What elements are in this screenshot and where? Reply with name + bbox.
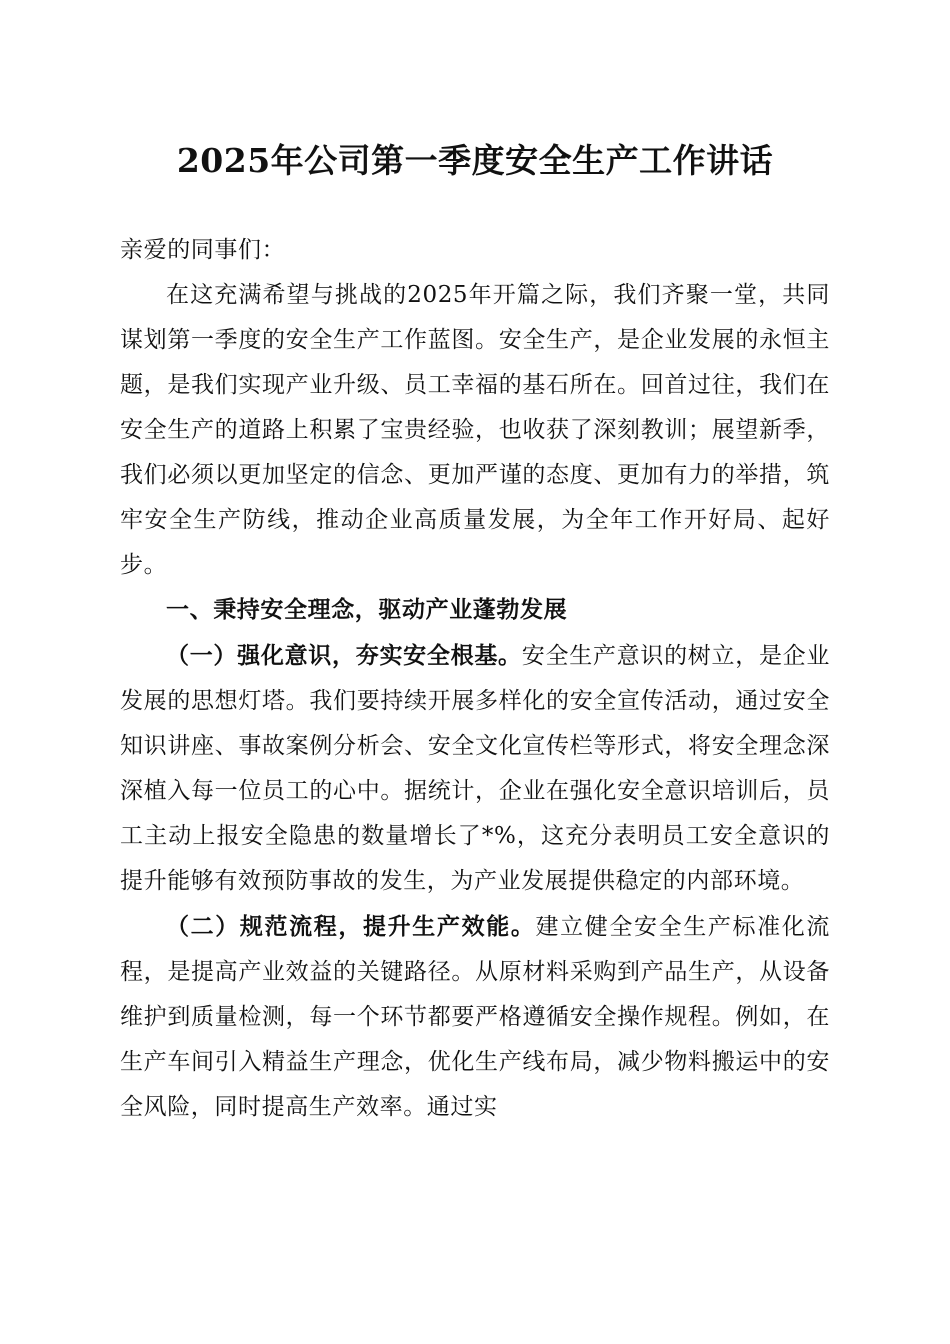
salutation: 亲爱的同事们： (120, 237, 286, 263)
item-1-text: 安全生产意识的树立，是企业发展的思想灯塔。我们要持续开展多样化的安全宣传活动，通过安全知识讲座、事故案例分析会、安全文化宣传栏等形式，将安全理念深深植入每一位员工的心中。据统计，企业在强化安全意识培训后，员工主动上报安全隐患的数量增长了*%，这充分表明员工安全意识的提升能够有效预防事故的发生，为产业发展提供稳定的内部环境。 (120, 643, 830, 894)
paragraph-item-1 (120, 633, 830, 904)
paragraph-item-2 (120, 904, 830, 1130)
section-heading: 一、秉持安全理念，驱动产业蓬勃发展 (166, 597, 568, 623)
item-2-text: 建立健全安全生产标准化流程，是提高产业效益的关键路径。从原材料采购到产品生产，从设备维护到质量检测，每一个环节都要严格遵循安全操作规程。例如，在生产车间引入精益生产理念，优化生产线布局，减少物料搬运中的安全风险，同时提高生产效率。通过实 (120, 914, 831, 1120)
item-1-lead: （一）强化意识，夯实安全根基。 (166, 642, 522, 669)
page-title: 2025年公司第一季度安全生产工作讲话 (176, 141, 774, 180)
document-body (120, 228, 830, 1130)
item-2-lead: （二）规范流程，提升生产效能。 (166, 913, 536, 940)
intro-paragraph: 在这充满希望与挑战的2025年开篇之际，我们齐聚一堂，共同谋划第一季度的安全生产工作蓝图。安全生产，是企业发展的永恒主题，是我们实现产业升级、员工幸福的基石所在。回首过往，我们在安全生产的道路上积累了宝贵经验，也收获了深刻教训；展望新季，我们必须以更加坚定的信念、更加严谨的态度、更加有力的举措，筑牢安全生产防线，推动企业高质量发展，为全年工作开好局、起好步。 (120, 282, 830, 578)
